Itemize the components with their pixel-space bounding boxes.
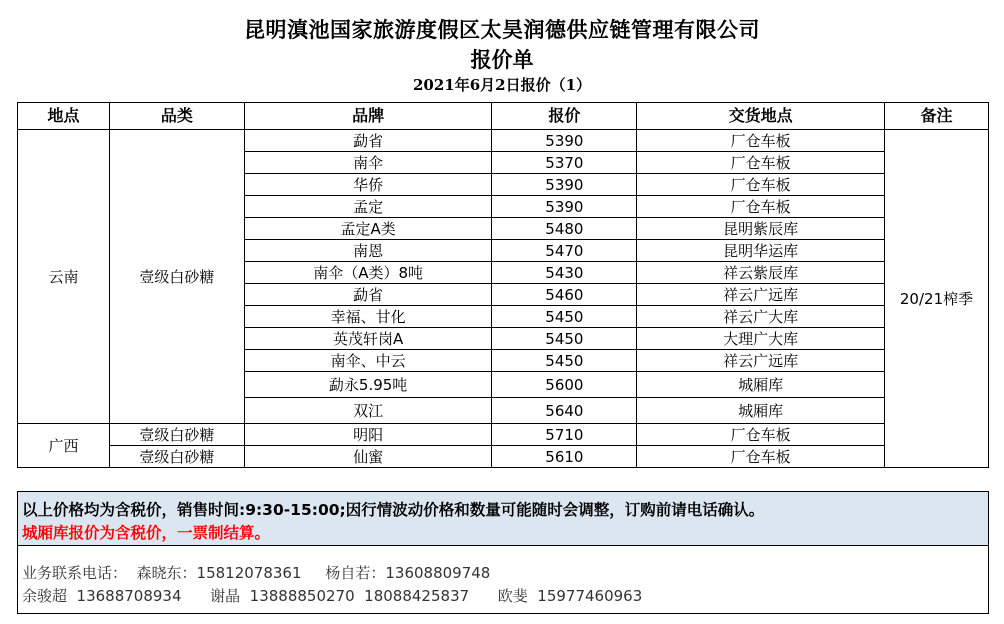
brand-cell: 孟定A类 (244, 218, 492, 240)
category-cell: 壹级白砂糖 (109, 130, 244, 424)
price-cell: 5460 (492, 284, 637, 306)
brand-cell: 明阳 (244, 424, 492, 446)
price-cell: 5390 (492, 196, 637, 218)
price-cell: 5450 (492, 350, 637, 372)
brand-cell: 英茂轩岗A (244, 328, 492, 350)
price-cell: 5480 (492, 218, 637, 240)
category-cell: 壹级白砂糖 (109, 446, 244, 468)
delivery-cell: 昆明紫辰库 (637, 218, 885, 240)
brand-cell: 南伞 (244, 152, 492, 174)
brand-cell: 勐永5.95吨 (244, 372, 492, 398)
table-row (18, 424, 989, 446)
brand-cell: 仙蜜 (244, 446, 492, 468)
delivery-cell: 祥云广大库 (637, 306, 885, 328)
category-cell: 壹级白砂糖 (109, 424, 244, 446)
notes-box (17, 491, 989, 546)
delivery-cell: 厂仓车板 (637, 196, 885, 218)
table-header-row (18, 103, 989, 130)
brand-cell: 双江 (244, 398, 492, 424)
location-cell: 云南 (18, 130, 110, 424)
remark-cell: 20/21榨季 (885, 130, 989, 468)
price-cell: 5450 (492, 328, 637, 350)
delivery-cell: 厂仓车板 (637, 424, 885, 446)
brand-cell: 幸福、甘化 (244, 306, 492, 328)
price-cell: 5600 (492, 372, 637, 398)
brand-cell: 孟定 (244, 196, 492, 218)
brand-cell: 华侨 (244, 174, 492, 196)
delivery-cell: 祥云紫辰库 (637, 262, 885, 284)
document-title: 报价单 (470, 47, 534, 72)
location-cell: 广西 (18, 424, 110, 468)
price-cell: 5710 (492, 424, 637, 446)
column-header-brand: 品牌 (244, 103, 492, 130)
price-cell: 5470 (492, 240, 637, 262)
delivery-cell: 城厢库 (637, 372, 885, 398)
column-header-location: 地点 (18, 103, 110, 130)
table-row (18, 130, 989, 152)
brand-cell: 南恩 (244, 240, 492, 262)
price-cell: 5640 (492, 398, 637, 424)
price-cell: 5390 (492, 130, 637, 152)
price-cell: 5390 (492, 174, 637, 196)
delivery-cell: 厂仓车板 (637, 446, 885, 468)
price-cell: 5610 (492, 446, 637, 468)
brand-cell: 勐省 (244, 284, 492, 306)
contacts-box (17, 545, 989, 614)
warehouse-note: 城厢库报价为含税价，一票制结算。 (22, 524, 271, 542)
delivery-cell: 厂仓车板 (637, 152, 885, 174)
table-row (18, 446, 989, 468)
tax-note: 以上价格均为含税价，销售时间:9:30-15:00;因行情波动价格和数量可能随时会调整，订购前请电话确认。 (22, 501, 765, 519)
company-name: 昆明滇池国家旅游度假区太昊润德供应链管理有限公司 (244, 17, 760, 42)
column-header-remark: 备注 (885, 103, 989, 130)
brand-cell: 勐省 (244, 130, 492, 152)
brand-cell: 南伞、中云 (244, 350, 492, 372)
delivery-cell: 厂仓车板 (637, 174, 885, 196)
column-header-delivery: 交货地点 (637, 103, 885, 130)
delivery-cell: 昆明华运库 (637, 240, 885, 262)
delivery-cell: 祥云广远库 (637, 284, 885, 306)
price-cell: 5450 (492, 306, 637, 328)
contact-line: 余骏超 13688708934 谢晶 13888850270 18088425837 欧斐 15977460963 (22, 587, 643, 605)
quote-date: 2021年6月2日报价（1） (412, 76, 592, 94)
contact-line: 业务联系电话： 森晓东：15812078361 杨自若：13608809748 (22, 564, 491, 582)
price-table (17, 102, 989, 468)
price-cell: 5430 (492, 262, 637, 284)
price-cell: 5370 (492, 152, 637, 174)
brand-cell: 南伞（A类）8吨 (244, 262, 492, 284)
delivery-cell: 厂仓车板 (637, 130, 885, 152)
column-header-price: 报价 (492, 103, 637, 130)
delivery-cell: 大理广大库 (637, 328, 885, 350)
delivery-cell: 祥云广远库 (637, 350, 885, 372)
column-header-category: 品类 (109, 103, 244, 130)
delivery-cell: 城厢库 (637, 398, 885, 424)
